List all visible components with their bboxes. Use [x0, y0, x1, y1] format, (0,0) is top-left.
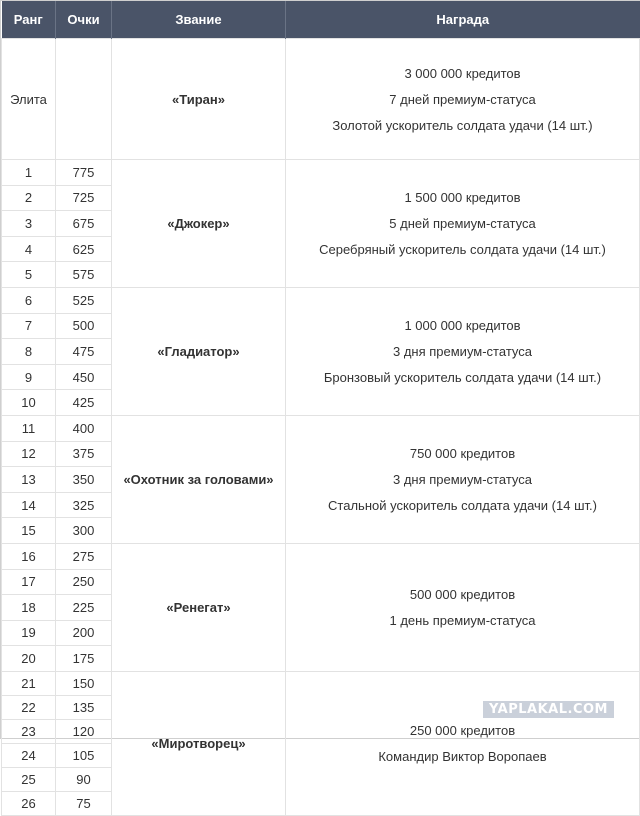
reward-cell [286, 671, 640, 815]
title-cell: «Охотник за головами» [112, 415, 286, 543]
rank-cell: 7 [2, 313, 56, 339]
reward-line: 5 дней премиум-статуса [389, 215, 536, 231]
rank-cell: 23 [2, 719, 56, 743]
reward-line: 3 дня премиум-статуса [392, 471, 532, 487]
reward-line: 3 дня премиум-статуса [392, 343, 532, 359]
reward-line: 250 000 кредитов [409, 722, 516, 738]
rank-cell: 4 [2, 236, 56, 262]
reward-line: 1 000 000 кредитов [404, 317, 521, 333]
points-cell: 175 [56, 646, 112, 672]
reward-line: 1 день премиум-статуса [389, 612, 536, 628]
title-cell: «Миротворец» [112, 671, 286, 815]
rank-cell: 26 [2, 791, 56, 815]
points-cell: 275 [56, 543, 112, 569]
rank-cell: 10 [2, 390, 56, 416]
points-cell: 450 [56, 364, 112, 390]
rank-cell: 13 [2, 467, 56, 493]
elite-reward [286, 39, 640, 160]
rank-cell: 5 [2, 262, 56, 288]
reward-line: Стальной ускоритель солдата удачи (14 шт.) [328, 497, 597, 513]
points-cell: 200 [56, 620, 112, 646]
header-reward: Награда [286, 1, 640, 39]
title-cell: «Джокер» [112, 160, 286, 288]
points-cell: 475 [56, 339, 112, 365]
points-cell: 75 [56, 791, 112, 815]
rank-cell: 25 [2, 767, 56, 791]
reward-line: 500 000 кредитов [409, 586, 516, 602]
points-cell: 135 [56, 695, 112, 719]
rank-cell: 2 [2, 185, 56, 211]
title-cell: «Гладиатор» [112, 287, 286, 415]
rank-cell: 17 [2, 569, 56, 595]
points-cell: 250 [56, 569, 112, 595]
rewards-table [1, 1, 640, 816]
header-row [2, 1, 640, 39]
table-row [2, 671, 640, 695]
rank-cell: 16 [2, 543, 56, 569]
reward-line: Командир Виктор Воропаев [378, 748, 547, 764]
points-cell: 375 [56, 441, 112, 467]
reward-line: Серебряный ускоритель солдата удачи (14 шт.) [319, 241, 606, 257]
reward-cell [286, 415, 640, 543]
table-row [2, 543, 640, 569]
rank-cell: 6 [2, 287, 56, 313]
points-cell: 675 [56, 211, 112, 237]
rank-cell: 1 [2, 160, 56, 186]
reward-line: 3 000 000 кредитов [404, 65, 521, 81]
rank-cell: 20 [2, 646, 56, 672]
reward-cell [286, 160, 640, 288]
reward-line: Золотой ускоритель солдата удачи (14 шт.) [332, 117, 593, 133]
table-row [2, 160, 640, 186]
elite-rank: Элита [2, 39, 56, 160]
watermark: YAPLAKAL.COM [483, 701, 614, 718]
points-cell: 225 [56, 595, 112, 621]
header-title: Звание [112, 1, 286, 39]
rank-cell: 14 [2, 492, 56, 518]
rank-cell: 9 [2, 364, 56, 390]
title-cell: «Ренегат» [112, 543, 286, 671]
reward-line: 7 дней премиум-статуса [389, 91, 536, 107]
points-cell: 150 [56, 671, 112, 695]
rank-cell: 11 [2, 415, 56, 441]
elite-points [56, 39, 112, 160]
points-cell: 575 [56, 262, 112, 288]
rank-cell: 12 [2, 441, 56, 467]
points-cell: 525 [56, 287, 112, 313]
header-points: Очки [56, 1, 112, 39]
points-cell: 625 [56, 236, 112, 262]
rank-cell: 22 [2, 695, 56, 719]
points-cell: 425 [56, 390, 112, 416]
reward-cell [286, 543, 640, 671]
reward-cell [286, 287, 640, 415]
rank-cell: 24 [2, 743, 56, 767]
rank-cell: 3 [2, 211, 56, 237]
table-row [2, 287, 640, 313]
reward-line: 750 000 кредитов [409, 445, 516, 461]
points-cell: 300 [56, 518, 112, 544]
points-cell: 500 [56, 313, 112, 339]
points-cell: 325 [56, 492, 112, 518]
table-row [2, 415, 640, 441]
points-cell: 90 [56, 767, 112, 791]
rank-cell: 21 [2, 671, 56, 695]
elite-row [2, 39, 640, 160]
table-body [2, 39, 640, 816]
rank-cell: 8 [2, 339, 56, 365]
points-cell: 105 [56, 743, 112, 767]
points-cell: 725 [56, 185, 112, 211]
points-cell: 350 [56, 467, 112, 493]
reward-line: 1 500 000 кредитов [404, 189, 521, 205]
points-cell: 775 [56, 160, 112, 186]
points-cell: 120 [56, 719, 112, 743]
header-rank: Ранг [2, 1, 56, 39]
elite-title: «Тиран» [112, 39, 286, 160]
rank-cell: 18 [2, 595, 56, 621]
points-cell: 400 [56, 415, 112, 441]
rank-cell: 15 [2, 518, 56, 544]
reward-line: Бронзовый ускоритель солдата удачи (14 шт.) [323, 369, 602, 385]
rank-cell: 19 [2, 620, 56, 646]
